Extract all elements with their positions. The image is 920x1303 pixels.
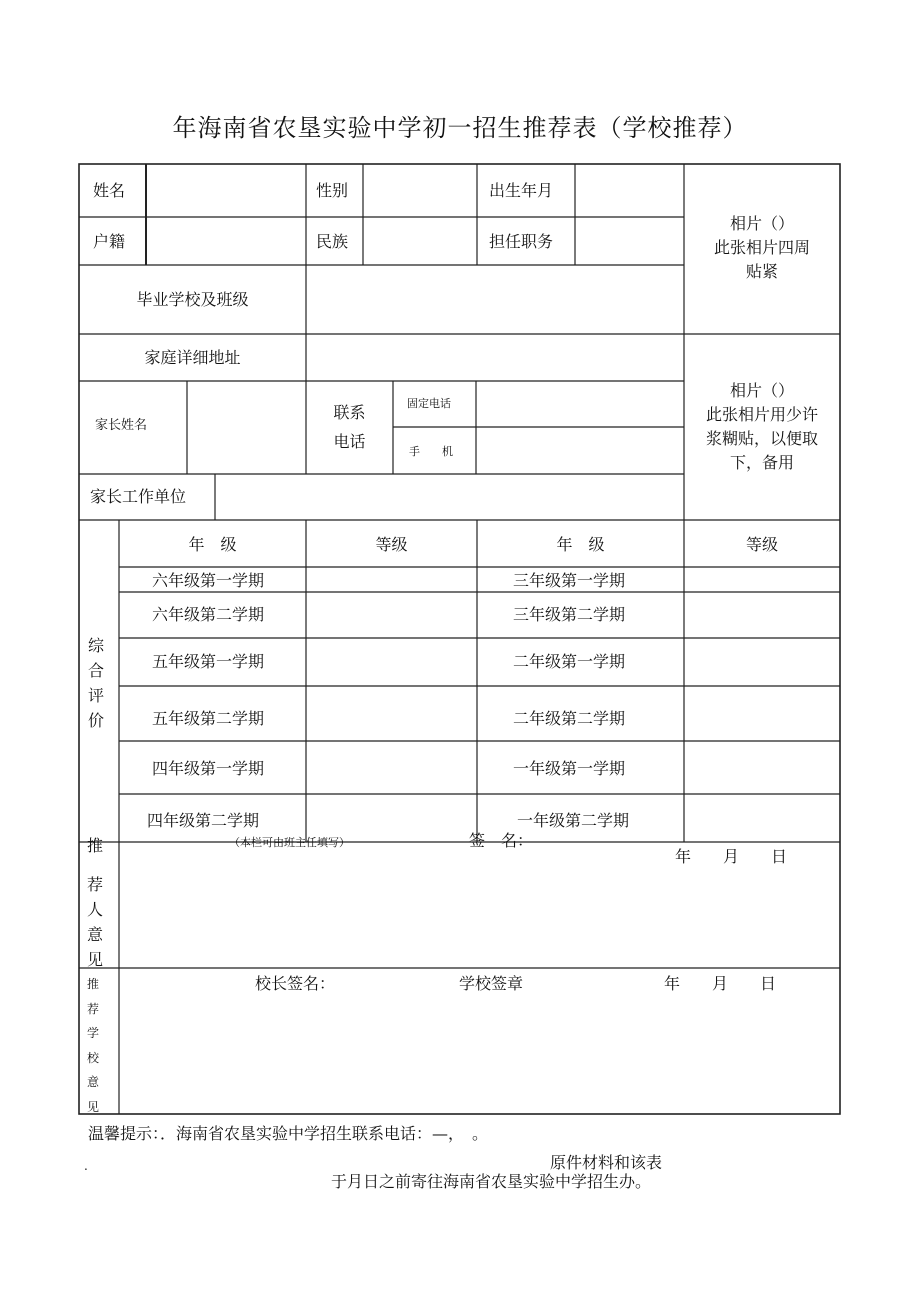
footer-line3: 于月日之前寄往海南省农垦实验中学招生办。 bbox=[331, 1172, 652, 1191]
footer-dot: . bbox=[84, 1159, 88, 1173]
label-school-class: 毕业学校及班级 bbox=[136, 290, 249, 309]
label-parent-work: 家长工作单位 bbox=[90, 487, 187, 506]
label-position: 担任职务 bbox=[489, 232, 554, 251]
school-date: 年 月 日 bbox=[664, 974, 777, 993]
label-mobile: 手 机 bbox=[409, 445, 453, 458]
label-parent-name: 家长姓名 bbox=[95, 418, 148, 433]
photo-box-1-text: 相片（） 此张相片四周 贴紧 bbox=[713, 214, 810, 281]
term-right-1: 三年级第一学期 bbox=[513, 571, 626, 590]
term-left-3: 五年级第一学期 bbox=[152, 652, 265, 671]
footer-line2: 原件材料和该表 bbox=[550, 1153, 663, 1172]
label-contact-phone: 联系 电话 bbox=[333, 403, 366, 451]
term-left-2: 六年级第二学期 bbox=[152, 605, 265, 624]
label-address: 家庭详细地址 bbox=[144, 348, 241, 367]
term-left-6: 四年级第二学期 bbox=[147, 811, 260, 830]
page-title: 年海南省农垦实验中学初一招生推荐表（学校推荐） bbox=[172, 114, 748, 142]
label-birth: 出生年月 bbox=[489, 181, 554, 200]
label-name: 姓名 bbox=[93, 181, 126, 200]
recommender-sign: 签 名： bbox=[469, 831, 534, 850]
term-left-5: 四年级第一学期 bbox=[152, 759, 265, 778]
label-school-opinion: 推 荐 学 校 意 见 bbox=[86, 977, 99, 1114]
label-recommender-top: 推 bbox=[87, 836, 104, 855]
note-teacher: （本栏可由班主任填写） bbox=[229, 836, 350, 849]
header-grade-left: 年 级 bbox=[188, 535, 237, 554]
header-grade-right: 年 级 bbox=[556, 535, 605, 554]
term-right-3: 二年级第一学期 bbox=[513, 652, 626, 671]
label-ethnicity: 民族 bbox=[316, 232, 349, 251]
label-recommender: 荐 人 意 见 bbox=[86, 875, 103, 969]
school-seal: 学校签章 bbox=[459, 974, 524, 993]
label-gender: 性别 bbox=[316, 181, 349, 200]
label-evaluation: 综 合 评 价 bbox=[87, 636, 104, 730]
term-right-2: 三年级第二学期 bbox=[513, 605, 626, 624]
principal-sign: 校长签名： bbox=[255, 974, 336, 993]
term-right-5: 一年级第一学期 bbox=[513, 759, 626, 778]
term-left-1: 六年级第一学期 bbox=[152, 571, 265, 590]
recommender-date: 年 月 日 bbox=[675, 847, 788, 866]
footer-tip: 温馨提示：．海南省农垦实验中学招生联系电话：—， 。 bbox=[88, 1124, 489, 1143]
photo-box-2-text: 相片（） 此张相片用少许 浆糊贴，以便取 下，备用 bbox=[705, 381, 818, 472]
term-left-4: 五年级第二学期 bbox=[152, 709, 265, 728]
term-right-6: 一年级第二学期 bbox=[517, 811, 630, 830]
header-level-right: 等级 bbox=[745, 535, 778, 554]
label-landline: 固定电话 bbox=[407, 397, 451, 410]
header-level-left: 等级 bbox=[375, 535, 408, 554]
label-hukou: 户籍 bbox=[93, 232, 126, 251]
term-right-4: 二年级第二学期 bbox=[513, 709, 626, 728]
